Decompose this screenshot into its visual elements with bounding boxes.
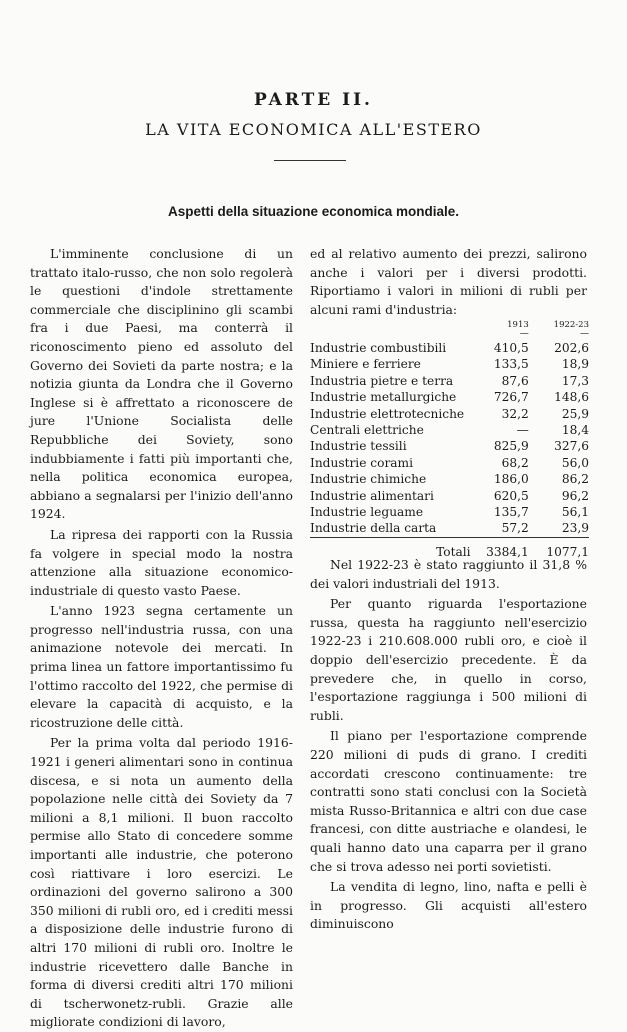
paragraph: La vendita di legno, lino, nafta e pelli è in progresso. Gli acquisti all'estero diminuiscono [310, 879, 587, 932]
value-1913: 68,2 [501, 455, 529, 470]
industry-name: Industrie elettrotecniche [310, 406, 465, 421]
value-1922: 18,4 [561, 423, 589, 438]
value-1922: 18,9 [561, 357, 589, 372]
industry-name: Centrali elettriche [310, 423, 424, 438]
table-row [310, 406, 589, 422]
paragraph: ed al relativo aumento dei prezzi, salirono anche i valori per i diversi prodotti. Riportiamo i valori in milioni di rubli per alcuni rami d'industria: [310, 246, 587, 317]
total-1913: 3384,1 [471, 537, 529, 560]
paragraph: La ripresa dei rapporti con la Russia fa volgere in special modo la nostra attenzione alla situazione economico-industriale di questo vasto Paese. [30, 526, 293, 598]
industry-name: Industrie corami [310, 455, 413, 470]
industry-name: Industrie combustibili [310, 341, 447, 355]
table-row [310, 340, 589, 356]
industry-name: Industrie leguame [310, 505, 424, 520]
value-1922: 17,3 [561, 373, 589, 388]
value-1922: 86,2 [561, 472, 589, 487]
value-1922: 23,9 [561, 521, 589, 536]
page-title: LA VITA ECONOMICA ALL'ESTERO [145, 120, 482, 139]
paragraph: Per la prima volta dal periodo 1916-1921 i generi alimentari sono in continua discesa, e si nota un aumento della popolazione nelle città dei Soviety da 7 milioni a 8,1 milioni. Il buon raccolto permise allo Stato di concedere somme importanti alle industrie, che poterono così riattivare i loro esercizi. Le ordinazioni del governo salirono a 300 350 milioni di rubli oro, ed i crediti messi a disposizione delle industrie furono di altri 170 milioni di rubli oro. Inoltre le industrie ricevettero dalle Banche in forma di diversi crediti altri 170 milioni di tscherwonetz-rubli. Grazie alle migliorate condizioni di lavoro, [30, 735, 293, 1030]
industry-name: Industrie chimiche [310, 472, 427, 487]
part-title: PARTE II. [254, 90, 373, 110]
table-row [310, 455, 589, 471]
value-1913: 410,5 [493, 341, 529, 355]
table-row [310, 471, 589, 487]
value-1922: 56,1 [561, 505, 589, 520]
value-1913: 726,7 [493, 390, 529, 405]
paragraph: Nel 1922-23 è stato raggiunto il 31,8 % dei valori industriali del 1913. [310, 557, 587, 591]
section-title: Aspetti della situazione economica mondiale. [167, 204, 460, 219]
table-row [310, 520, 589, 537]
right-column-intro [310, 245, 587, 319]
value-1922: 25,9 [561, 406, 589, 421]
value-1913: 825,9 [493, 439, 529, 454]
table-row [310, 488, 589, 504]
column-header-1922: 1922-23 — [553, 320, 589, 339]
value-1922: 202,6 [554, 341, 589, 355]
value-1913: 32,2 [501, 406, 529, 421]
table-row [310, 389, 589, 405]
table-row [310, 504, 589, 520]
paragraph: Il piano per l'esportazione comprende 220 milioni di puds di grano. I crediti accordati crescono continuamente: tre contratti sono stati conclusi con la Società mista Russo-Britannica e altri con due case francesi, con ditte austriache e olandesi, le quali hanno dato una caparra per il grano che si trova adesso nei porti sovietisti. [310, 728, 587, 874]
industry-name: Industrie tessili [310, 439, 407, 454]
table-row [310, 438, 589, 454]
industry-name: Industrie metallurgiche [310, 390, 457, 405]
industry-name: Industrie della carta [310, 521, 437, 536]
value-1913: 57,2 [501, 521, 529, 536]
paragraph: L'imminente conclusione di un trattato italo-russo, che non solo regolerà le questioni d'indole strettamente commerciale che disciplinino gli scambi fra i due Paesi, ma conterrà il riconoscimento pieno ed assoluto del Governo dei Sovieti da parte nostra; e la notizia giunta da Londra che il Governo Inglese si è affrettato a riconoscere de jure l'Unione Socialista delle Repubbliche dei Soviety, sono indubbiamente i fatti più importanti che, nella politica economica europea, abbiano a segnalarsi per l'inizio dell'anno 1924. [30, 246, 293, 522]
industry-table [310, 320, 589, 560]
value-1922: 56,0 [561, 455, 589, 470]
value-1913: — [516, 423, 529, 438]
value-1913: 186,0 [493, 472, 529, 487]
totals-label: Totali [310, 537, 471, 560]
value-1913: 87,6 [501, 373, 529, 388]
right-column-text [310, 556, 587, 934]
industry-name: Industrie alimentari [310, 488, 434, 503]
table-row [310, 356, 589, 372]
value-1922: 327,6 [554, 439, 589, 454]
column-header-blank [310, 320, 471, 340]
table-row [310, 422, 589, 438]
paragraph: L'anno 1923 segna certamente un progresso nell'industria russa, con una animazione notevole dei mercati. In prima linea un fattore importantissimo fu l'ottimo raccolto del 1922, che permise di elevare la capacità di acquisto, e la ricostruzione delle città. [30, 603, 293, 730]
title-rule [274, 160, 346, 161]
column-header-1913: 1913 — [507, 320, 529, 339]
value-1913: 135,7 [493, 505, 529, 520]
value-1913: 620,5 [493, 488, 529, 503]
left-column [30, 245, 293, 1032]
industry-name: Industria pietre e terra [310, 373, 454, 388]
value-1922: 96,2 [561, 488, 589, 503]
table-row [310, 373, 589, 389]
industry-name: Miniere e ferriere [310, 357, 421, 372]
total-1922: 1077,1 [529, 537, 589, 560]
value-1913: 133,5 [493, 357, 529, 372]
paragraph: Per quanto riguarda l'esportazione russa, questa ha raggiunto nell'esercizio 1922-23 i 210.608.000 rubli oro, e cioè il doppio dell'esercizio precedente. È da prevedere che, in quello in corso, l'esportazione raggiunga i 500 milioni di rubli. [310, 596, 587, 723]
value-1922: 148,6 [554, 390, 589, 405]
